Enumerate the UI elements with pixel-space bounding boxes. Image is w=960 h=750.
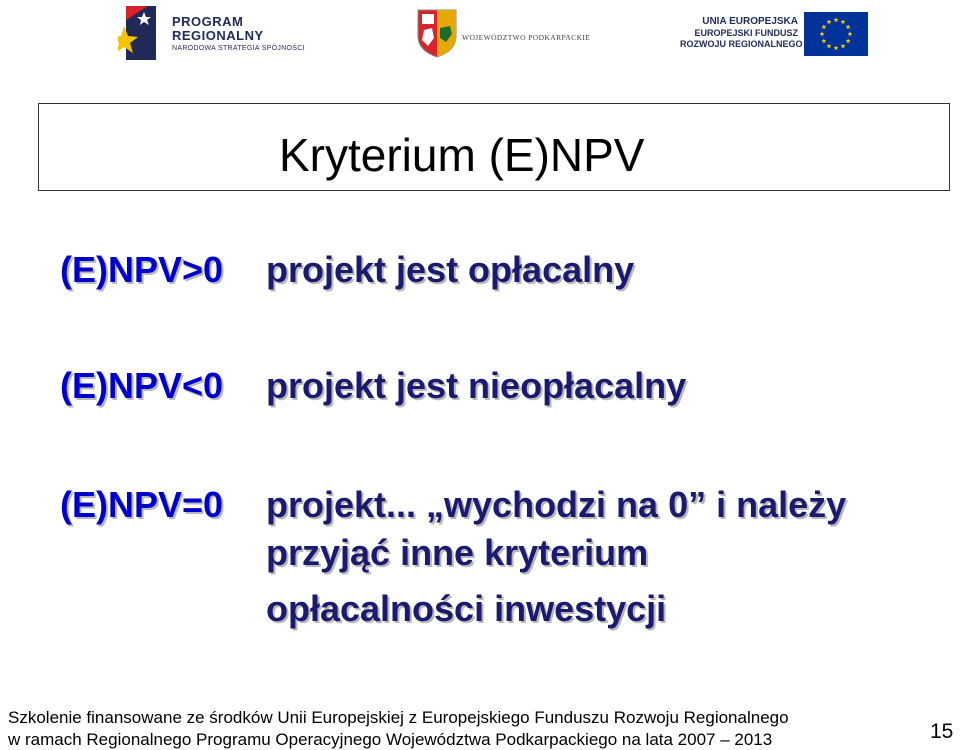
unia-label: UNIA EUROPEJSKA [702,16,798,27]
header-logos [0,0,960,68]
regionalny-label: REGIONALNY [172,28,264,43]
criterion-label: (E)NPV=0 [60,484,224,525]
footer [0,700,960,749]
program-regionalny-logo [118,6,305,60]
criterion-description-line-2: przyjąć inne kryterium [266,532,649,573]
strategia-label: NARODOWA STRATEGIA SPÓJNOŚCI [172,45,305,52]
fundusz-label: EUROPEJSKI FUNDUSZ [694,28,798,38]
criterion-description-line-3: opłacalności inwestycji [266,588,667,629]
criterion-label: (E)NPV<0 [60,365,224,406]
wojewodztwo-label: WOJEWÓDZTWO PODKARPACKIE [462,33,591,42]
title-box [38,103,950,191]
criterion-description: projekt jest nieopłacalny [266,365,687,406]
eu-flag-icon [804,12,868,56]
page-number: 15 [930,720,954,743]
coat-of-arms-icon [416,8,458,58]
program-label: PROGRAM [172,14,244,29]
program-regionalny-emblem-icon [118,6,158,60]
criterion-description-line-1: projekt... „wychodzi na 0” i należy [266,484,847,525]
unia-europejska-logo [680,12,870,58]
slide-title: Kryterium (E)NPV [279,129,645,181]
criterion-description: projekt jest opłacalny [266,249,635,290]
criterion-label: (E)NPV>0 [60,249,224,290]
footer-funding-line: Szkolenie finansowane ze środków Unii Europejskiej z Europejskiego Funduszu Rozwoju Regionalnego [8,708,789,727]
rozwoju-label: ROZWOJU REGIONALNEGO [680,39,803,49]
wojewodztwo-logo [416,8,591,58]
footer-program-line: w ramach Regionalnego Programu Operacyjnego Województwa Podkarpackiego na lata 2007 – 2013 [8,730,773,749]
